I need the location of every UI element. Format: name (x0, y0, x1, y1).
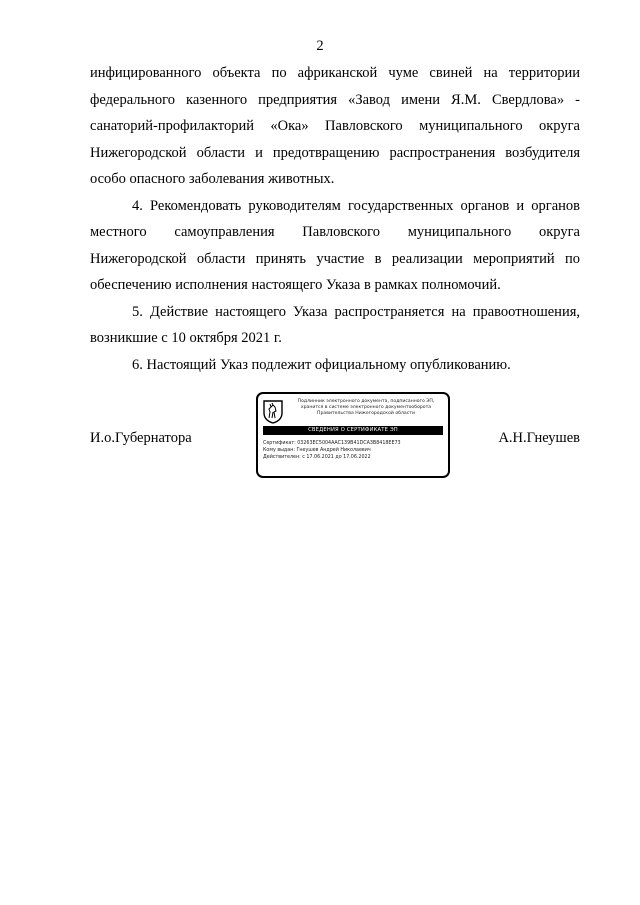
paragraph-6: 6. Настоящий Указ подлежит официальному опубликованию. (132, 356, 511, 373)
coat-of-arms-icon (263, 400, 283, 424)
certificate-info-bar: СВЕДЕНИЯ О СЕРТИФИКАТЕ ЭП (263, 426, 443, 435)
certificate-validity: Действителен: с 17.06.2021 до 17.06.2022 (263, 455, 371, 460)
stamp-header-line: Подлинник электронного документа, подписанного ЭП, (297, 399, 435, 404)
electronic-signature-stamp (256, 392, 450, 478)
paragraph-5: 5. Действие настоящего Указа распространяется на правоотношения, возникшие с 10 октября 2021 г. (90, 303, 580, 346)
paragraph-continuation: инфицированного объекта по африканской чуме свиней на территории федерального казенного предприятия «Завод имени Я.М. Свердлова» - санаторий-профилакторий «Ока» Павловского муниципального округа Нижегородской области и предотвращению распространения возбудителя особо опасного заболевания животных. (90, 65, 580, 187)
stamp-header-line: Правительства Нижегородской области (317, 411, 415, 416)
signer-title: И.о.Губернатора (90, 430, 192, 446)
page-number: 2 (316, 38, 324, 54)
certificate-number: Сертификат: 03263ЕС5004ААС139В41DСА3В8418ЕЕ73 (263, 441, 401, 446)
stamp-header-line: хранится в системе электронного документооборота (300, 405, 432, 410)
certificate-details (263, 440, 445, 461)
document-body (90, 60, 580, 378)
signature-block (90, 392, 580, 484)
signer-name: А.Н.Гнеушев (498, 430, 580, 446)
stamp-header (286, 399, 446, 417)
paragraph-4: 4. Рекомендовать руководителям государственных органов и органов местного самоуправления Павловского муниципального округа Нижегородской области принять участие в реализации мероприятий по обеспечению исполнения настоящего Указа в рамках полномочий. (90, 197, 580, 293)
certificate-owner: Кому выдан: Гнеушев Андрей Николаевич (263, 448, 371, 453)
